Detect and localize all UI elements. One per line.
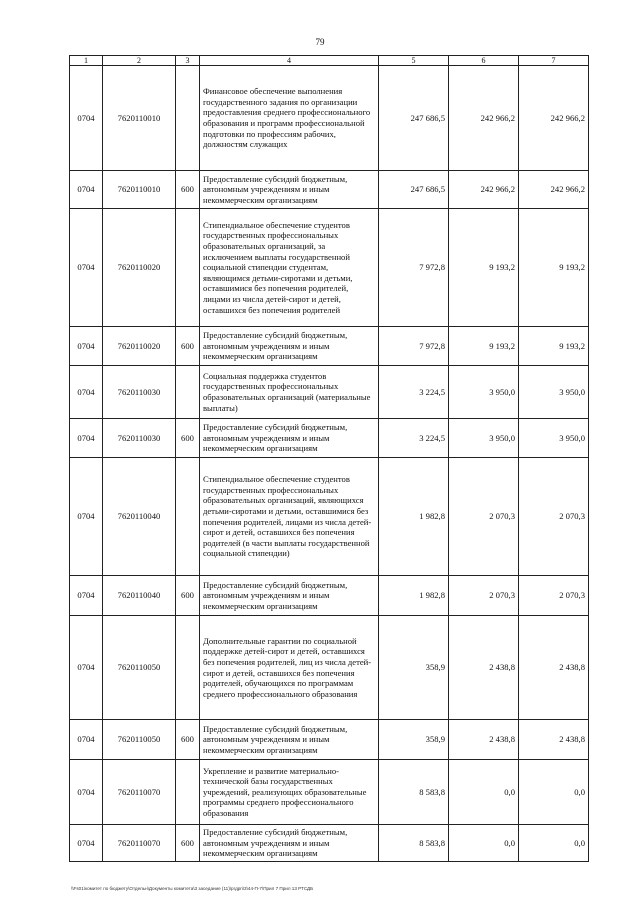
amount-2: 0,0 bbox=[449, 760, 519, 825]
target-code: 7620110020 bbox=[103, 327, 176, 366]
target-code: 7620110040 bbox=[103, 458, 176, 576]
table-row bbox=[70, 366, 589, 419]
expense-type bbox=[176, 458, 200, 576]
amount-2: 2 438,8 bbox=[449, 616, 519, 720]
amount-1: 8 583,8 bbox=[379, 760, 449, 825]
section-code: 0704 bbox=[70, 720, 103, 760]
amount-1: 3 224,5 bbox=[379, 366, 449, 419]
item-name: Предоставление субсидий бюджетным, автономным учреждениям и иным некоммерческим организациям bbox=[200, 720, 379, 760]
amount-1: 7 972,8 bbox=[379, 327, 449, 366]
amount-2: 242 966,2 bbox=[449, 66, 519, 171]
expense-type: 600 bbox=[176, 327, 200, 366]
table-row bbox=[70, 825, 589, 862]
amount-1: 358,9 bbox=[379, 720, 449, 760]
target-code: 7620110020 bbox=[103, 209, 176, 327]
amount-3: 2 070,3 bbox=[519, 458, 589, 576]
section-code: 0704 bbox=[70, 616, 103, 720]
col-header: 3 bbox=[176, 56, 200, 66]
section-code: 0704 bbox=[70, 576, 103, 616]
target-code: 7620110010 bbox=[103, 66, 176, 171]
amount-3: 242 966,2 bbox=[519, 171, 589, 209]
section-code: 0704 bbox=[70, 66, 103, 171]
section-code: 0704 bbox=[70, 171, 103, 209]
col-header: 1 bbox=[70, 56, 103, 66]
expense-type bbox=[176, 66, 200, 171]
item-name: Предоставление субсидий бюджетным, автономным учреждениям и иным некоммерческим организациям bbox=[200, 327, 379, 366]
page-number: 79 bbox=[315, 37, 325, 47]
target-code: 7620110030 bbox=[103, 366, 176, 419]
footer-file-path: \\Fs01\комитет по бюджету\Отдельн\Документы комитета\3 заседание (11)\ргдрп\3\44-П-7\Прил 7 Прил 13 РТСДБ bbox=[71, 886, 314, 891]
amount-3: 9 193,2 bbox=[519, 209, 589, 327]
table-row bbox=[70, 171, 589, 209]
amount-1: 358,9 bbox=[379, 616, 449, 720]
col-header: 2 bbox=[103, 56, 176, 66]
col-header: 5 bbox=[379, 56, 449, 66]
section-code: 0704 bbox=[70, 327, 103, 366]
amount-2: 0,0 bbox=[449, 825, 519, 862]
expense-type bbox=[176, 209, 200, 327]
section-code: 0704 bbox=[70, 366, 103, 419]
target-code: 7620110010 bbox=[103, 171, 176, 209]
expense-type: 600 bbox=[176, 576, 200, 616]
expense-type bbox=[176, 760, 200, 825]
table-row bbox=[70, 458, 589, 576]
section-code: 0704 bbox=[70, 419, 103, 458]
item-name: Предоставление субсидий бюджетным, автономным учреждениям и иным некоммерческим организациям bbox=[200, 171, 379, 209]
amount-2: 9 193,2 bbox=[449, 327, 519, 366]
table-row bbox=[70, 616, 589, 720]
table-row bbox=[70, 327, 589, 366]
target-code: 7620110040 bbox=[103, 576, 176, 616]
amount-2: 2 070,3 bbox=[449, 458, 519, 576]
budget-table bbox=[69, 55, 589, 862]
item-name: Предоставление субсидий бюджетным, автономным учреждениям и иным некоммерческим организациям bbox=[200, 419, 379, 458]
amount-3: 2 438,8 bbox=[519, 720, 589, 760]
col-header: 6 bbox=[449, 56, 519, 66]
table-row bbox=[70, 720, 589, 760]
item-name: Социальная поддержка студентов государственных профессиональных образовательных организаций (материальные выплаты) bbox=[200, 366, 379, 419]
amount-1: 3 224,5 bbox=[379, 419, 449, 458]
item-name: Стипендиальное обеспечение студентов государственных профессиональных образовательных организаций, являющихся детьми-сиротами и детьми, оставшимися без попечения родителей, лицами из числа детей-сирот и детей, оставшихся без попечения родителей (в части выплаты государственной социальной стипендии) bbox=[200, 458, 379, 576]
col-header: 4 bbox=[200, 56, 379, 66]
amount-1: 7 972,8 bbox=[379, 209, 449, 327]
amount-3: 2 070,3 bbox=[519, 576, 589, 616]
amount-3: 9 193,2 bbox=[519, 327, 589, 366]
amount-1: 247 686,5 bbox=[379, 171, 449, 209]
table-row bbox=[70, 209, 589, 327]
header-row bbox=[70, 56, 589, 66]
target-code: 7620110030 bbox=[103, 419, 176, 458]
expense-type bbox=[176, 616, 200, 720]
expense-type: 600 bbox=[176, 720, 200, 760]
item-name: Дополнительные гарантии по социальной поддержке детей-сирот и детей, оставшихся без попечения родителей, лиц из числа детей-сирот и детей, оставшихся без попечения родителей, обучающихся по программам среднего профессионального образования bbox=[200, 616, 379, 720]
amount-2: 2 070,3 bbox=[449, 576, 519, 616]
amount-2: 2 438,8 bbox=[449, 720, 519, 760]
amount-2: 3 950,0 bbox=[449, 366, 519, 419]
amount-1: 8 583,8 bbox=[379, 825, 449, 862]
item-name: Предоставление субсидий бюджетным, автономным учреждениям и иным некоммерческим организациям bbox=[200, 825, 379, 862]
expense-type: 600 bbox=[176, 171, 200, 209]
section-code: 0704 bbox=[70, 458, 103, 576]
target-code: 7620110070 bbox=[103, 760, 176, 825]
amount-3: 2 438,8 bbox=[519, 616, 589, 720]
amount-2: 9 193,2 bbox=[449, 209, 519, 327]
amount-2: 242 966,2 bbox=[449, 171, 519, 209]
amount-1: 247 686,5 bbox=[379, 66, 449, 171]
section-code: 0704 bbox=[70, 209, 103, 327]
amount-3: 0,0 bbox=[519, 760, 589, 825]
section-code: 0704 bbox=[70, 760, 103, 825]
section-code: 0704 bbox=[70, 825, 103, 862]
expense-type: 600 bbox=[176, 419, 200, 458]
item-name: Финансовое обеспечение выполнения государственного задания по организации предоставления среднего профессионального образования и программ профессиональной подготовки по профессиям рабочих, должностям служащих bbox=[200, 66, 379, 171]
table-row bbox=[70, 419, 589, 458]
table-row bbox=[70, 760, 589, 825]
item-name: Укрепление и развитие материально-технической базы государственных учреждений, реализующих образовательные программы среднего профессионального образования bbox=[200, 760, 379, 825]
target-code: 7620110050 bbox=[103, 720, 176, 760]
item-name: Предоставление субсидий бюджетным, автономным учреждениям и иным некоммерческим организациям bbox=[200, 576, 379, 616]
amount-3: 0,0 bbox=[519, 825, 589, 862]
amount-1: 1 982,8 bbox=[379, 576, 449, 616]
target-code: 7620110070 bbox=[103, 825, 176, 862]
col-header: 7 bbox=[519, 56, 589, 66]
expense-type: 600 bbox=[176, 825, 200, 862]
item-name: Стипендиальное обеспечение студентов государственных профессиональных образовательных организаций, за исключением выплаты государственной социальной стипендии студентам, являющимся детьми-сиротами и детьми, оставшимися без попечения родителей, лицами из числа детей-сирот и детей, оставшихся без попечения родителей bbox=[200, 209, 379, 327]
amount-3: 3 950,0 bbox=[519, 419, 589, 458]
expense-type bbox=[176, 366, 200, 419]
amount-3: 242 966,2 bbox=[519, 66, 589, 171]
amount-2: 3 950,0 bbox=[449, 419, 519, 458]
target-code: 7620110050 bbox=[103, 616, 176, 720]
amount-1: 1 982,8 bbox=[379, 458, 449, 576]
table-row bbox=[70, 576, 589, 616]
amount-3: 3 950,0 bbox=[519, 366, 589, 419]
table-row bbox=[70, 66, 589, 171]
